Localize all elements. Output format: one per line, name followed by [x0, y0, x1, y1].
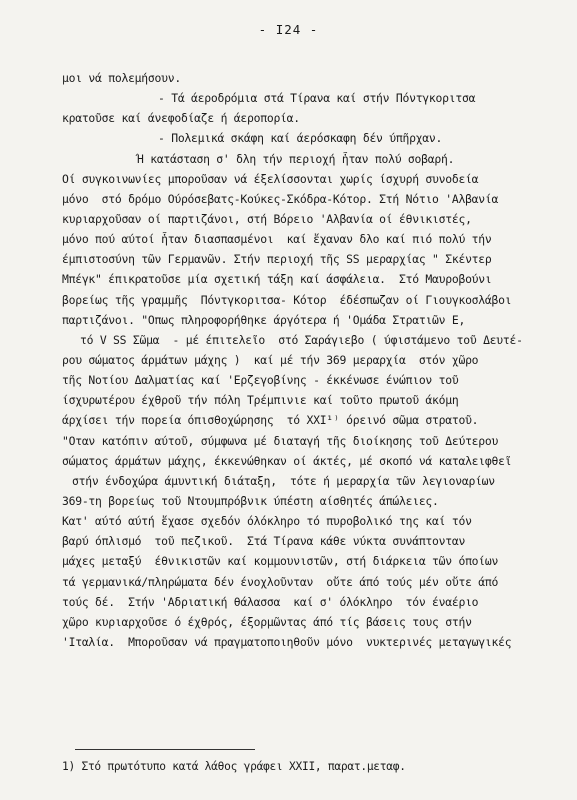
- text-line: βορείως τῆς γραμμῆς Πόντγκοριτσα- Κότορ έδέσπωζαν οί Γιουγκοσλάβοι: [62, 292, 512, 307]
- body-text: [62, 68, 570, 652]
- text-line: μοι νά πολεμήσουν.: [62, 71, 181, 85]
- text-line: κυριαρχοῦσαν οί παρτιζάνοι, στή Βόρειο 'Αλβανία οί έθνικιστές,: [62, 211, 472, 226]
- text-line: τό V SS Σῶμα - μέ έπιτελεῖο στό Σαράγιεβο ( ύφιστάμενο τοῦ Δευτέ-: [80, 332, 523, 347]
- text-line: στήν ένδοχώρα άμυντική διάταξη, τότε ή μεραρχία τῶν λεγιοναρίων: [72, 473, 495, 488]
- footnote-divider: [75, 749, 255, 750]
- text-line: 369-τη βορείως τοῦ Ντουμπρόβνικ ύπέστη αίσθητές άπώλειες.: [62, 493, 439, 508]
- text-line: μόνο πού αύτοί ἦταν διασπασμένοι καί ἔχαναν δλο καί πιό πολύ τήν: [62, 232, 492, 247]
- text-line: παρτιζάνοι. "Οπως πληροφορήθηκε άργότερα ή 'Ομάδα Στρατιῶν Ε,: [62, 312, 466, 327]
- text-line: έμπιστοσύνη τῶν Γερμανῶν. Στήν περιοχή τῆς SS μεραρχίας " Σκέντερ: [62, 252, 492, 267]
- text-line: - Πολεμικά σκάφη καί άερόσκαφη δέν ύπῆρχαν.: [158, 131, 443, 146]
- footnote: 1) Στό πρωτότυπο κατά λάθος γράφει XXII, παρατ.μεταφ.: [62, 760, 406, 773]
- text-line: Κατ' αύτό αύτή ἔχασε σχεδόν όλόκληρο τό πυροβολικό της καί τόν: [62, 514, 472, 529]
- text-line: κρατοῦσε καί άνεφοδίαζε ή άεροπορία.: [62, 111, 300, 126]
- text-line: σώματος άρμάτων μάχης, έκκενώθηκαν οί άκτές, μέ σκοπό νά καταλειφθεῖ: [62, 453, 512, 468]
- text-line: Οί συγκοινωνίες μποροῦσαν νά έξελίσσονται χωρίς ίσχυρή συνοδεία: [62, 171, 479, 186]
- text-line: χῶρο κυριαρχοῦσε ό έχθρός, έξορμῶντας άπό τίς βάσεις τους στήν: [62, 614, 472, 629]
- text-line: 'Ιταλία. Μποροῦσαν νά πραγματοποιηθοῦν μόνο νυκτερινές μεταγωγικές: [62, 634, 512, 649]
- text-line: τά γερμανικά/πληρώματα δέν ένοχλοῦνταν οὔτε άπό τούς μέν οὔτε άπό: [62, 574, 499, 589]
- text-line: τῆς Νοτίου Δαλματίας καί 'Ερζεγοβίνης - έκκένωσε ένώπιον τοῦ: [62, 373, 459, 388]
- text-line: βαρύ όπλισμό τοῦ πεζικοῦ. Στά Τίρανα κάθε νύκτα συνάπτονταν: [62, 534, 466, 549]
- text-line: ρου σώματος άρμάτων μάχης ) καί μέ τήν 369 μεραρχία στόν χῶρο: [62, 352, 479, 367]
- text-line: τούς δέ. Στήν 'Αδριατική θάλασσα καί σ' όλόκληρο τόν έναέριο: [62, 594, 479, 609]
- text-line: Μπέγκ" έπικρατοῦσε μία σχετική τάξη καί άσφάλεια. Στό Μαυροβούνι: [62, 272, 492, 287]
- text-line: "Οταν κατόπιν αύτοῦ, σύμφωνα μέ διαταγή τῆς διοίκησης τοῦ Δεύτερου: [62, 433, 499, 448]
- text-line: άρχίσει τήν πορεία όπισθοχώρησης τό XXI¹⁾ όρεινό σῶμα στρατοῦ.: [62, 413, 479, 428]
- page-number: - I24 -: [258, 22, 319, 37]
- text-line: Ή κατάσταση σ' δλη τήν περιοχή ἦταν πολύ σοβαρή.: [137, 151, 455, 166]
- text-line: μάχες μεταξύ έθνικιστῶν καί κομμουνιστῶν, στή διάρκεια τῶν όποίων: [62, 554, 499, 569]
- text-line: ίσχυρωτέρου έχθροῦ τήν πόλη Τρέμπινιε καί τοῦτο πρωτοῦ άκόμη: [62, 393, 459, 408]
- text-line: - Τά άεροδρόμια στά Τίρανα καί στήν Πόντγκοριτσα: [158, 91, 476, 106]
- text-line: μόνο στό δρόμο Ούρόσεβατς-Κούκες-Σκόδρα-Κότορ. Στή Νότιο 'Αλβανία: [62, 191, 499, 206]
